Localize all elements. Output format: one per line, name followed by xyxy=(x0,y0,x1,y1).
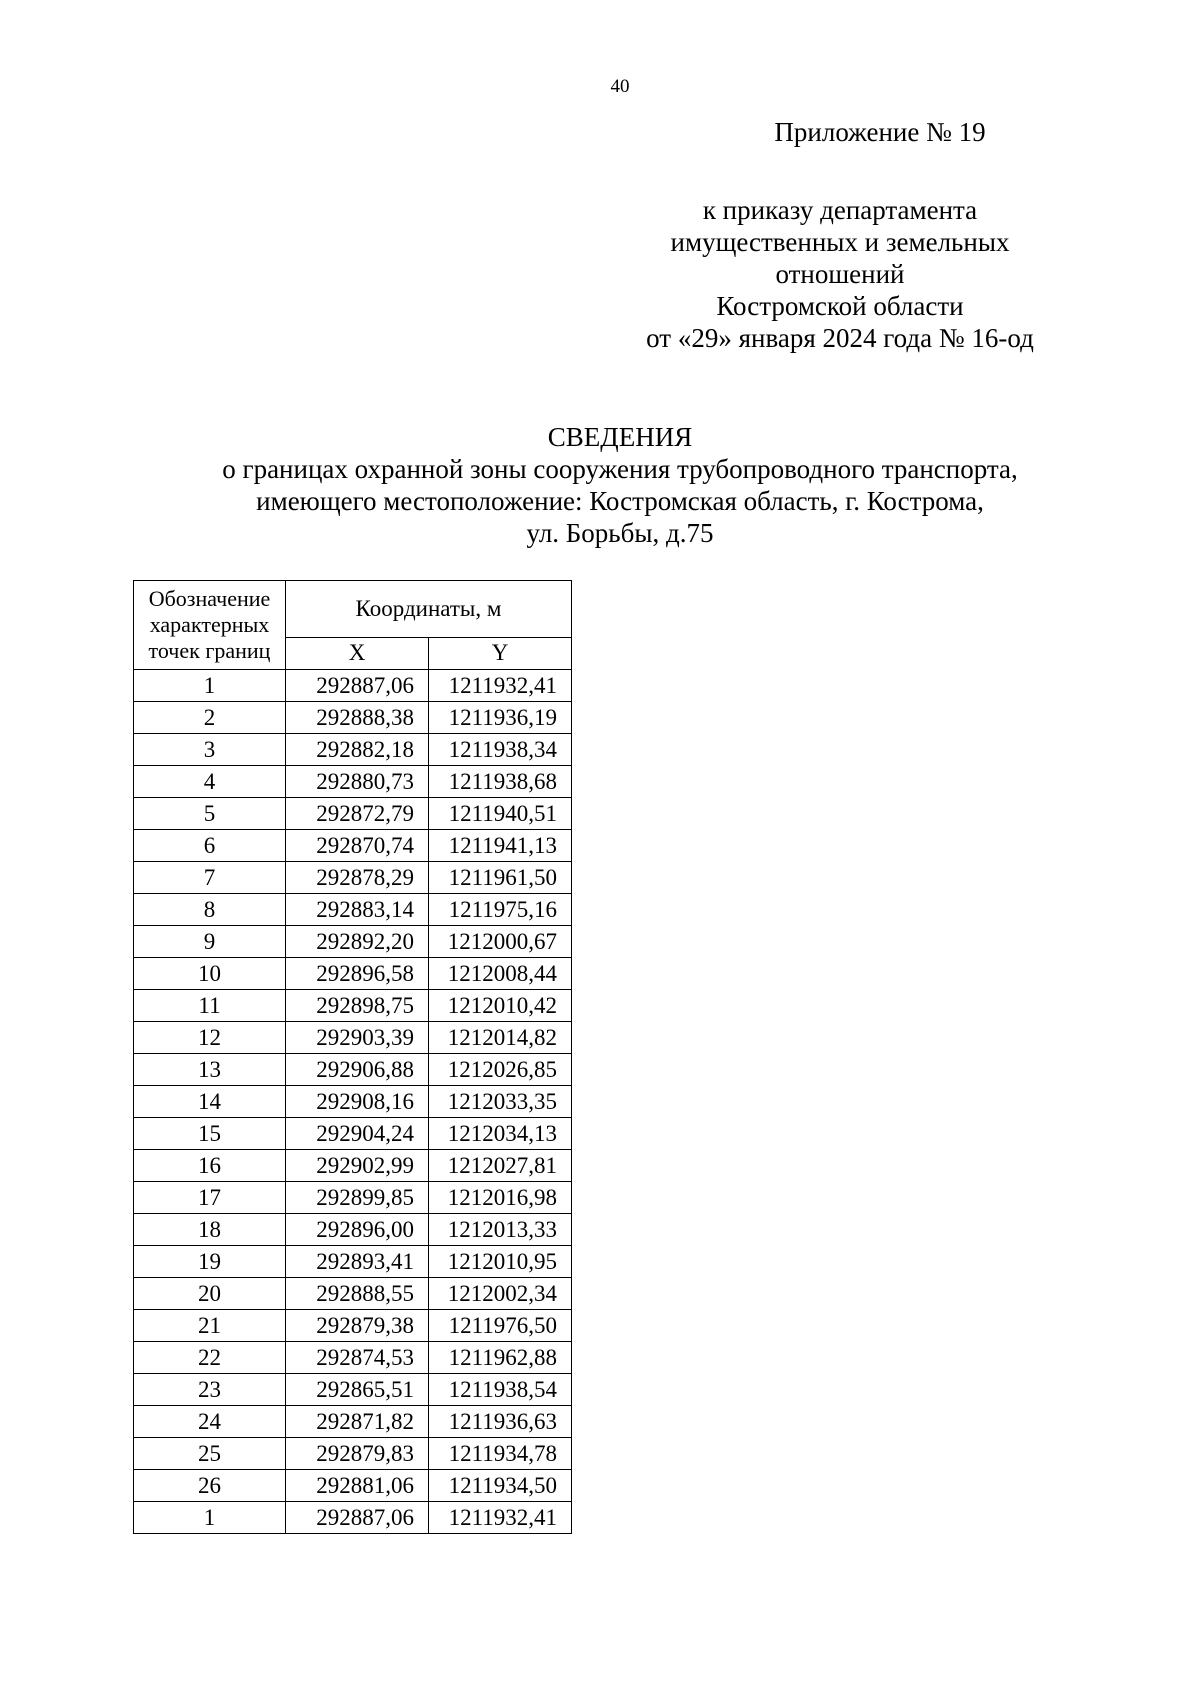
table-row xyxy=(134,1278,572,1310)
header-point-designation xyxy=(134,581,286,670)
table-row xyxy=(134,1182,572,1214)
table-row xyxy=(134,990,572,1022)
heading-title: СВЕДЕНИЯ xyxy=(547,422,693,452)
y-cell: 1212016,98 xyxy=(429,1182,572,1214)
document-heading xyxy=(0,421,1200,549)
order-line: от «29» января 2024 года № 16-од xyxy=(646,323,1034,353)
table-row xyxy=(134,830,572,862)
y-cell: 1211938,34 xyxy=(429,734,572,766)
x-cell: 292902,99 xyxy=(286,1150,429,1182)
heading-line: о границах охранной зоны сооружения трубопроводного транспорта, xyxy=(222,454,1018,484)
table-row xyxy=(134,1470,572,1502)
y-cell: 1211936,19 xyxy=(429,702,572,734)
y-cell: 1211938,68 xyxy=(429,766,572,798)
appendix-title: Приложение № 19 xyxy=(774,117,986,147)
y-cell: 1212033,35 xyxy=(429,1086,572,1118)
x-cell: 292865,51 xyxy=(286,1374,429,1406)
point-cell: 20 xyxy=(134,1278,286,1310)
table-row xyxy=(134,1118,572,1150)
y-cell: 1212008,44 xyxy=(429,958,572,990)
x-cell: 292888,55 xyxy=(286,1278,429,1310)
y-cell: 1212014,82 xyxy=(429,1022,572,1054)
table-row xyxy=(134,1246,572,1278)
x-cell: 292887,06 xyxy=(286,670,429,702)
table-row xyxy=(134,1502,572,1534)
y-cell: 1211961,50 xyxy=(429,862,572,894)
table-row xyxy=(134,734,572,766)
x-cell: 292883,14 xyxy=(286,894,429,926)
header-point-line: характерных xyxy=(149,612,270,637)
x-cell: 292893,41 xyxy=(286,1246,429,1278)
heading-line: имеющего местоположение: Костромская область, г. Кострома, xyxy=(256,486,984,516)
x-cell: 292903,39 xyxy=(286,1022,429,1054)
y-cell: 1212000,67 xyxy=(429,926,572,958)
table-row xyxy=(134,1438,572,1470)
table-body xyxy=(134,670,572,1534)
table-row xyxy=(134,1022,572,1054)
point-cell: 6 xyxy=(134,830,286,862)
point-cell: 3 xyxy=(134,734,286,766)
x-cell: 292872,79 xyxy=(286,798,429,830)
y-cell: 1211941,13 xyxy=(429,830,572,862)
header-coordinates: Координаты, м xyxy=(286,581,572,638)
point-cell: 23 xyxy=(134,1374,286,1406)
order-line: имущественных и земельных xyxy=(670,227,1010,257)
y-cell: 1212013,33 xyxy=(429,1214,572,1246)
point-cell: 1 xyxy=(134,670,286,702)
x-cell: 292874,53 xyxy=(286,1342,429,1374)
x-cell: 292878,29 xyxy=(286,862,429,894)
point-cell: 7 xyxy=(134,862,286,894)
point-cell: 16 xyxy=(134,1150,286,1182)
y-cell: 1211938,54 xyxy=(429,1374,572,1406)
point-cell: 13 xyxy=(134,1054,286,1086)
table-row xyxy=(134,1342,572,1374)
table-row xyxy=(134,1310,572,1342)
point-cell: 18 xyxy=(134,1214,286,1246)
x-cell: 292887,06 xyxy=(286,1502,429,1534)
header-x: X xyxy=(286,637,429,669)
table-row xyxy=(134,1406,572,1438)
point-cell: 21 xyxy=(134,1310,286,1342)
y-cell: 1212002,34 xyxy=(429,1278,572,1310)
order-reference xyxy=(600,194,1080,354)
x-cell: 292908,16 xyxy=(286,1086,429,1118)
table-row xyxy=(134,766,572,798)
point-cell: 8 xyxy=(134,894,286,926)
y-cell: 1211934,78 xyxy=(429,1438,572,1470)
x-cell: 292896,00 xyxy=(286,1214,429,1246)
table-row xyxy=(134,1086,572,1118)
y-cell: 1212027,81 xyxy=(429,1150,572,1182)
table-row xyxy=(134,670,572,702)
point-cell: 25 xyxy=(134,1438,286,1470)
x-cell: 292879,38 xyxy=(286,1310,429,1342)
y-cell: 1211932,41 xyxy=(429,1502,572,1534)
x-cell: 292898,75 xyxy=(286,990,429,1022)
page-number: 40 xyxy=(610,76,630,97)
table-row xyxy=(134,1150,572,1182)
point-cell: 11 xyxy=(134,990,286,1022)
header-y: Y xyxy=(429,637,572,669)
y-cell: 1212010,42 xyxy=(429,990,572,1022)
point-cell: 14 xyxy=(134,1086,286,1118)
point-cell: 5 xyxy=(134,798,286,830)
point-cell: 1 xyxy=(134,1502,286,1534)
x-cell: 292896,58 xyxy=(286,958,429,990)
table-row xyxy=(134,702,572,734)
table-row xyxy=(134,894,572,926)
x-cell: 292904,24 xyxy=(286,1118,429,1150)
x-cell: 292882,18 xyxy=(286,734,429,766)
point-cell: 26 xyxy=(134,1470,286,1502)
table-row xyxy=(134,1054,572,1086)
point-cell: 12 xyxy=(134,1022,286,1054)
x-cell: 292870,74 xyxy=(286,830,429,862)
x-cell: 292892,20 xyxy=(286,926,429,958)
y-cell: 1211934,50 xyxy=(429,1470,572,1502)
header-point-line: Обозначение xyxy=(148,586,271,611)
point-cell: 15 xyxy=(134,1118,286,1150)
table-row xyxy=(134,862,572,894)
point-cell: 17 xyxy=(134,1182,286,1214)
x-cell: 292881,06 xyxy=(286,1470,429,1502)
table-row xyxy=(134,1214,572,1246)
table-row xyxy=(134,1374,572,1406)
header-point-line: точек границ xyxy=(148,638,271,663)
x-cell: 292880,73 xyxy=(286,766,429,798)
point-cell: 24 xyxy=(134,1406,286,1438)
y-cell: 1212010,95 xyxy=(429,1246,572,1278)
table-row xyxy=(134,926,572,958)
table-row xyxy=(134,958,572,990)
order-line: к приказу департамента xyxy=(702,195,978,225)
y-cell: 1211932,41 xyxy=(429,670,572,702)
y-cell: 1211962,88 xyxy=(429,1342,572,1374)
coordinates-table xyxy=(133,580,572,1534)
point-cell: 10 xyxy=(134,958,286,990)
point-cell: 4 xyxy=(134,766,286,798)
point-cell: 22 xyxy=(134,1342,286,1374)
point-cell: 9 xyxy=(134,926,286,958)
x-cell: 292906,88 xyxy=(286,1054,429,1086)
x-cell: 292888,38 xyxy=(286,702,429,734)
y-cell: 1212034,13 xyxy=(429,1118,572,1150)
x-cell: 292899,85 xyxy=(286,1182,429,1214)
y-cell: 1211936,63 xyxy=(429,1406,572,1438)
x-cell: 292871,82 xyxy=(286,1406,429,1438)
table-header xyxy=(134,581,572,670)
point-cell: 19 xyxy=(134,1246,286,1278)
y-cell: 1211976,50 xyxy=(429,1310,572,1342)
order-line: отношений xyxy=(775,259,905,289)
x-cell: 292879,83 xyxy=(286,1438,429,1470)
heading-line: ул. Борьбы, д.75 xyxy=(526,518,714,548)
point-cell: 2 xyxy=(134,702,286,734)
y-cell: 1211975,16 xyxy=(429,894,572,926)
order-line: Костромской области xyxy=(716,291,964,321)
y-cell: 1211940,51 xyxy=(429,798,572,830)
y-cell: 1212026,85 xyxy=(429,1054,572,1086)
table-row xyxy=(134,798,572,830)
